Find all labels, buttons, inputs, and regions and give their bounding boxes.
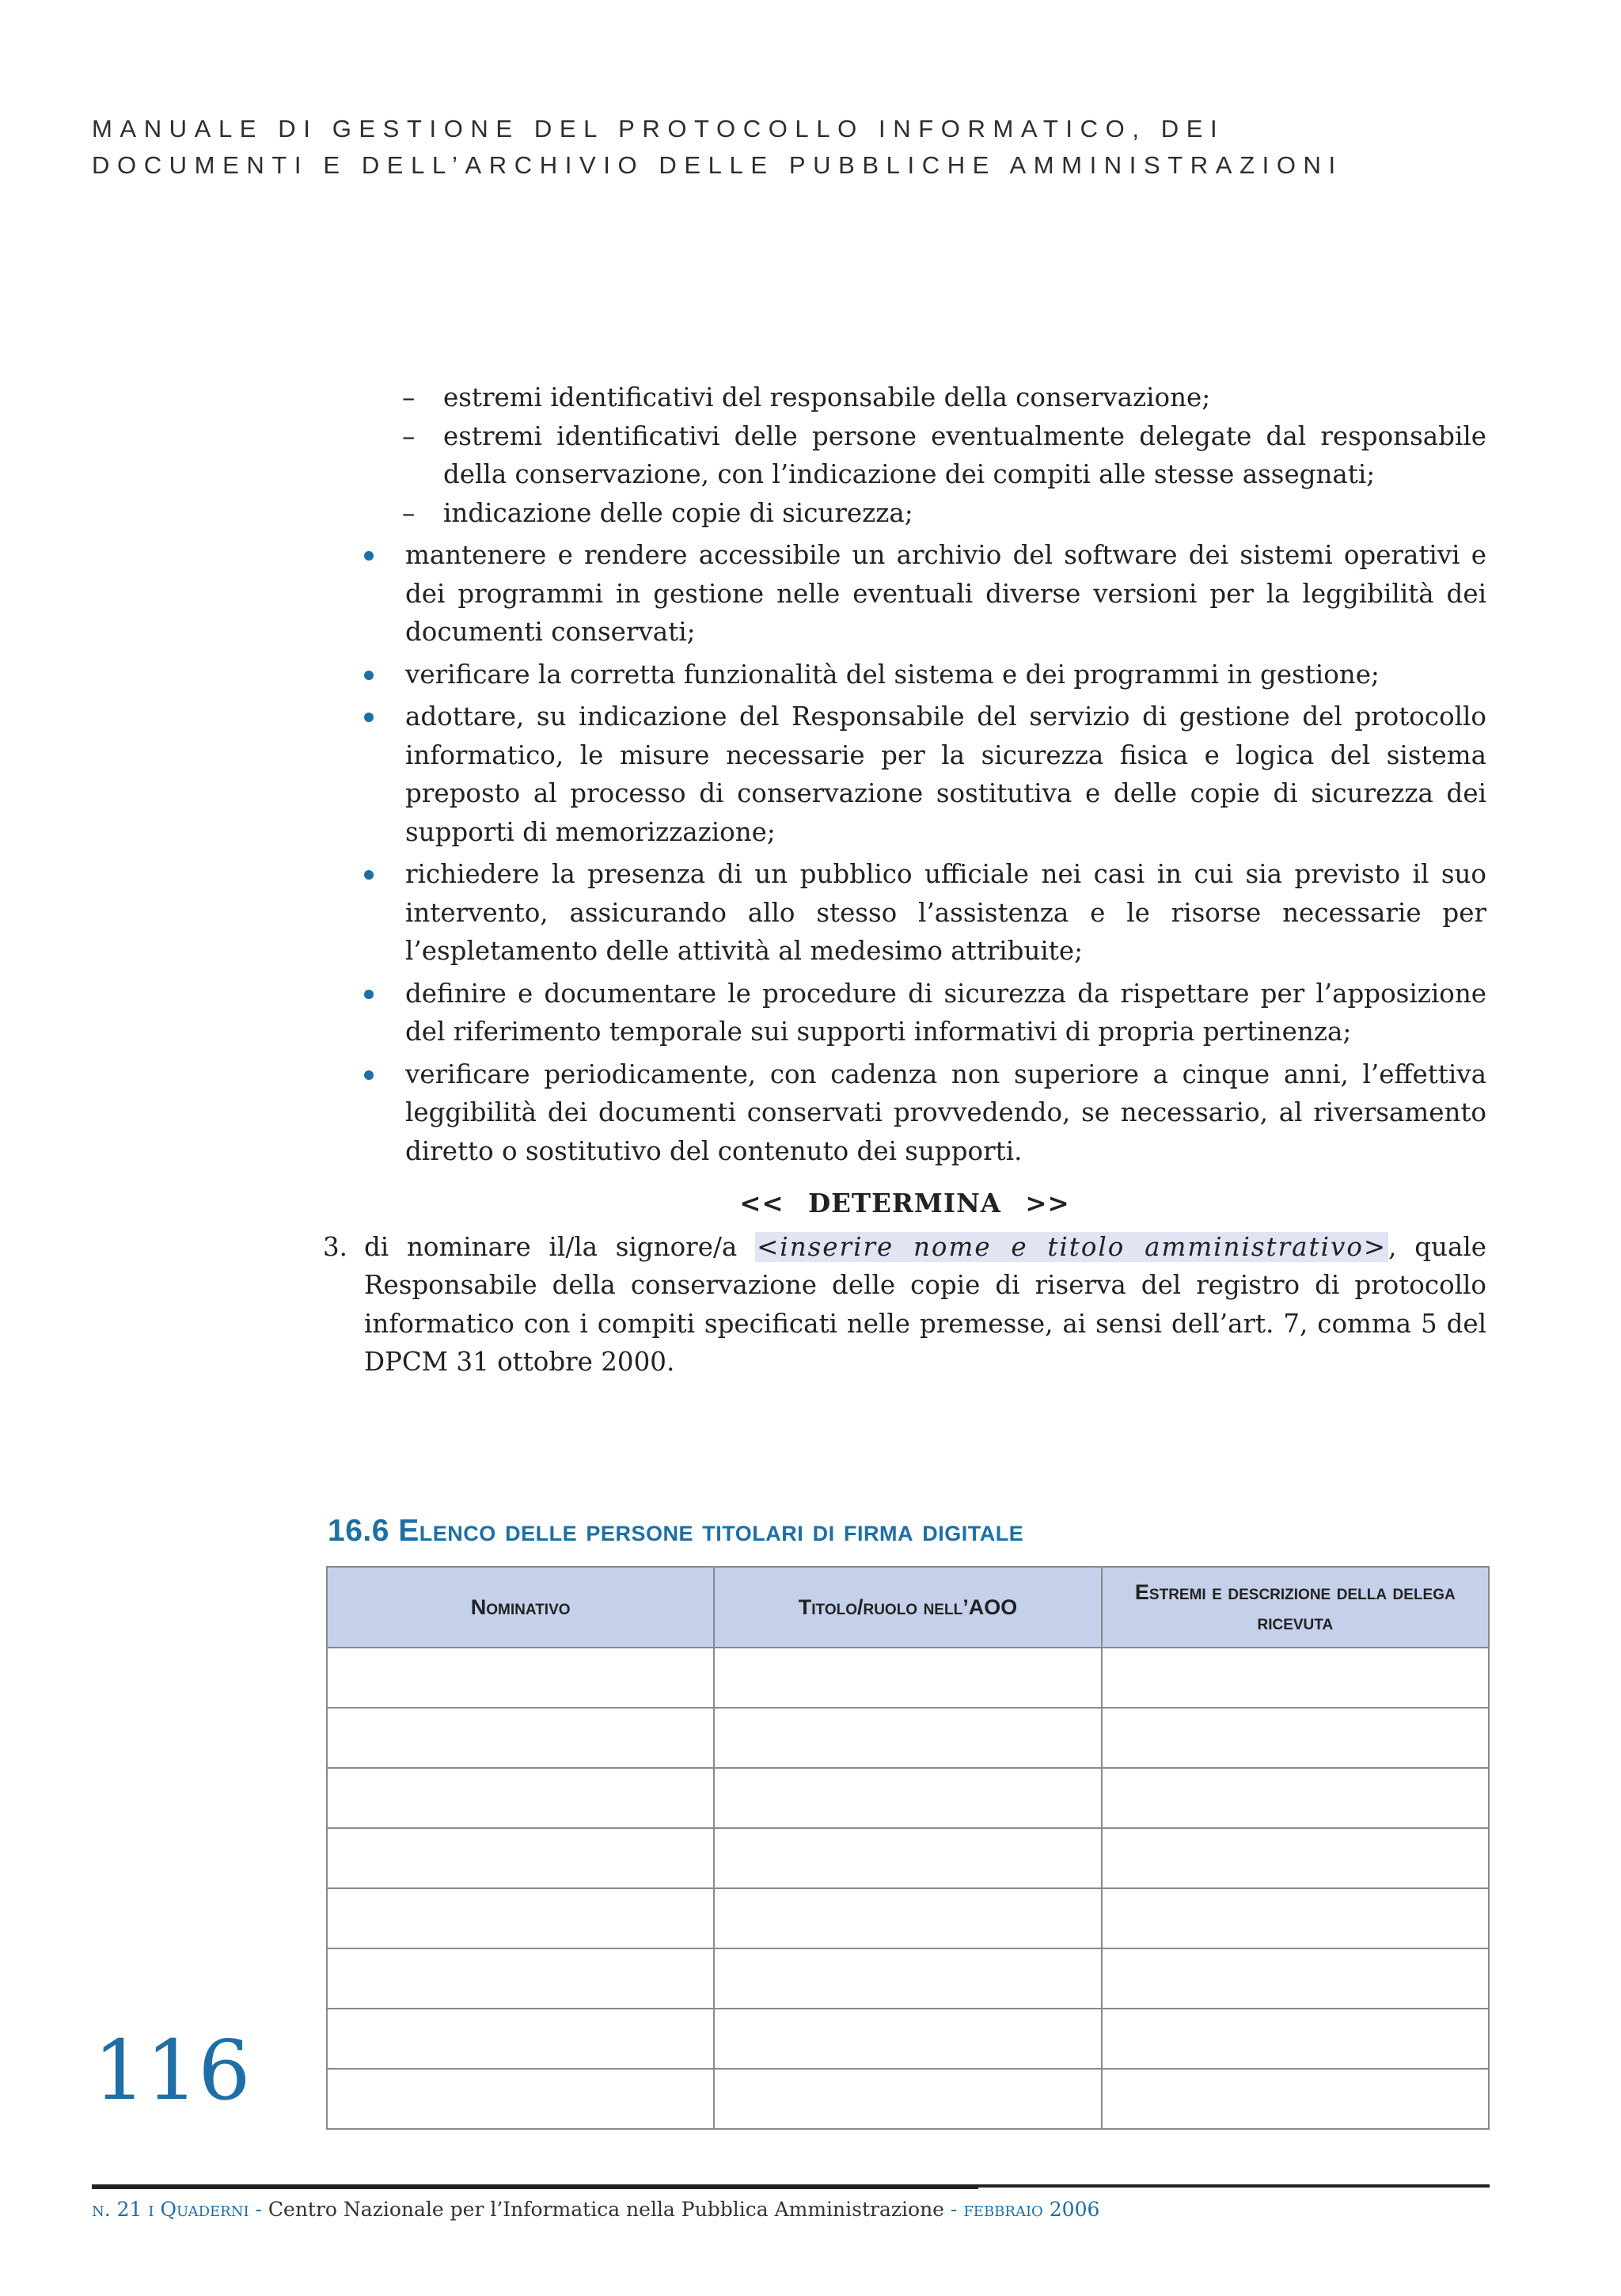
numbered-list-item — [323, 1228, 1486, 1382]
bullet-list-item: adottare, su indicazione del Responsabile del servizio di gestione del protocollo informatico, le misure necessarie per la sicurezza fisica e logica del sistema preposto al processo di conservazione sostitutiva e delle copie di sicurezza dei supporti di memorizzazione; — [323, 698, 1486, 851]
dash-list-item: – estremi identificativi delle persone eventualmente delegate dal responsabile della conservazione, con l’indicazione dei compiti alle stesse assegnati; — [402, 417, 1486, 494]
table-row — [327, 2069, 1489, 2129]
table-cell[interactable] — [714, 1888, 1101, 1948]
dash-list-item: – estremi identificativi del responsabile della conservazione; — [402, 378, 1486, 417]
header-line-2: DOCUMENTI E DELL’ARCHIVIO DELLE PUBBLICHE AMMINISTRAZIONI — [92, 151, 1343, 179]
table-cell[interactable] — [1102, 1648, 1489, 1708]
footer-publisher: Centro Nazionale per l’Informatica nella Pubblica Amministrazione — [268, 2198, 944, 2221]
placeholder-field[interactable]: <inserire nome e titolo amministrativo> — [757, 1231, 1388, 1262]
bullet-list-item: definire e documentare le procedure di sicurezza da rispettare per l’apposizione del riferimento temporale sui supporti informativi di propria pertinenza; — [323, 975, 1486, 1051]
bullet-dot-icon — [364, 870, 374, 880]
item-text-after: , quale Responsabile della conservazione delle copie di riserva del registro di protocollo informatico con i compiti specificati nelle premesse, ai sensi dell’art. 7, comma 5 del DPCM 31 ottobre 2000. — [364, 1231, 1486, 1377]
dash-marker: – — [402, 497, 416, 528]
bullet-list-item: verificare periodicamente, con cadenza non superiore a cinque anni, l’effettiva leggibilità dei documenti conservati provvedendo, se necessario, al riversamento diretto o sostitutivo del contenuto dei supporti. — [323, 1055, 1486, 1171]
dash-list-item: – indicazione delle copie di sicurezza; — [402, 494, 1486, 533]
body-text — [323, 378, 1486, 1382]
footer-issue: n. 21 i Quaderni — [92, 2198, 249, 2221]
bullet-list-item: richiedere la presenza di un pubblico ufficiale nei casi in cui sia previsto il suo intervento, assicurando allo stesso l’assistenza e le risorse necessarie per l’espletamento delle attività al medesimo attribuite; — [323, 855, 1486, 971]
footer-rule — [92, 2184, 1490, 2188]
page-number: 116 — [93, 2022, 251, 2119]
table-cell[interactable] — [1102, 1888, 1489, 1948]
footer: n. 21 i Quaderni - Centro Nazionale per l’Informatica nella Pubblica Amministrazione - febbraio 2006 — [92, 2198, 1100, 2221]
table-cell[interactable] — [714, 1648, 1101, 1708]
table-row — [327, 1888, 1489, 1948]
table-cell[interactable] — [327, 1708, 714, 1768]
bullet-dot-icon — [364, 671, 374, 680]
table-cell[interactable] — [327, 1828, 714, 1888]
table-cell[interactable] — [1102, 2009, 1489, 2069]
table-row — [327, 1768, 1489, 1828]
column-header-nominativo: Nominativo — [327, 1567, 714, 1648]
table-row — [327, 1948, 1489, 2009]
table-header-row — [327, 1567, 1489, 1648]
column-header-estremi: Estremi e descrizione della delega ricevuta — [1102, 1567, 1489, 1648]
table-row — [327, 2009, 1489, 2069]
table-cell[interactable] — [1102, 1948, 1489, 2009]
table-cell[interactable] — [714, 1768, 1101, 1828]
section-title: 16.6 Elenco delle persone titolari di firma digitale — [328, 1514, 1024, 1548]
bullet-dot-icon — [364, 990, 374, 999]
table-cell[interactable] — [1102, 1828, 1489, 1888]
table-body — [327, 1648, 1489, 2129]
bullet-dot-icon — [364, 1070, 374, 1080]
table-cell[interactable] — [714, 1708, 1101, 1768]
table-cell[interactable] — [327, 1768, 714, 1828]
table-cell[interactable] — [1102, 2069, 1489, 2129]
table-cell[interactable] — [714, 2069, 1101, 2129]
signatories-table — [326, 1566, 1490, 2130]
header-line-1: MANUALE DI GESTIONE DEL PROTOCOLLO INFORMATICO, DEI — [92, 115, 1225, 143]
table-cell[interactable] — [327, 1648, 714, 1708]
table-row — [327, 1708, 1489, 1768]
table-cell[interactable] — [714, 1828, 1101, 1888]
running-header — [92, 111, 1517, 184]
bullet-dot-icon — [364, 551, 374, 561]
table-cell[interactable] — [327, 1888, 714, 1948]
table-cell[interactable] — [714, 1948, 1101, 2009]
table-cell[interactable] — [327, 2009, 714, 2069]
bullet-list-item: verificare la corretta funzionalità del sistema e dei programmi in gestione; — [323, 656, 1486, 694]
table-cell[interactable] — [327, 1948, 714, 2009]
dash-marker: – — [402, 382, 416, 412]
table-cell[interactable] — [1102, 1768, 1489, 1828]
determina-heading: << DETERMINA >> — [739, 1188, 1070, 1218]
item-number: 3. — [323, 1231, 348, 1262]
table-cell[interactable] — [714, 2009, 1101, 2069]
item-text-before: di nominare il/la signore/a — [364, 1231, 756, 1262]
bullet-dot-icon — [364, 713, 374, 722]
bullet-list-item: mantenere e rendere accessibile un archivio del software dei sistemi operativi e dei programmi in gestione nelle eventuali diverse versioni per la leggibilità dei documenti conservati; — [323, 536, 1486, 652]
table-cell[interactable] — [327, 2069, 714, 2129]
dash-marker: – — [402, 420, 416, 451]
table-cell[interactable] — [1102, 1708, 1489, 1768]
column-header-titolo: Titolo/ruolo nell’AOO — [714, 1567, 1101, 1648]
table-row — [327, 1648, 1489, 1708]
table-row — [327, 1828, 1489, 1888]
footer-date: febbraio 2006 — [963, 2198, 1100, 2221]
